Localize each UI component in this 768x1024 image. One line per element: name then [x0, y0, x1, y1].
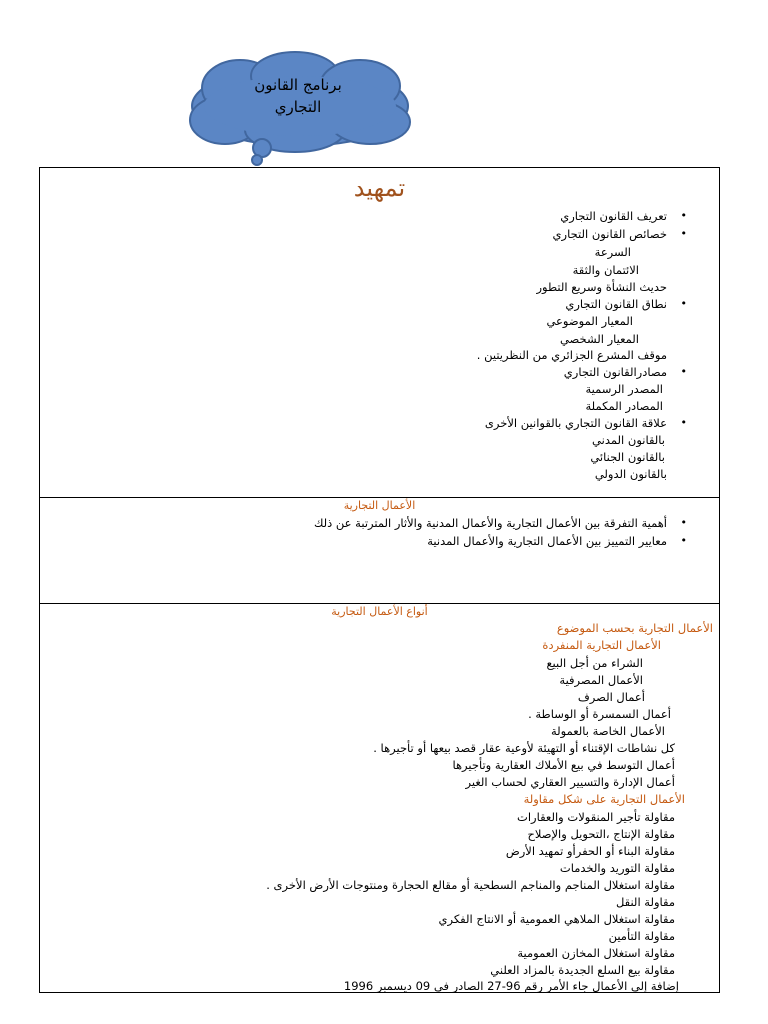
list-item: مقاولة استغلال المخازن العمومية	[517, 946, 675, 960]
section-commercial-acts	[39, 497, 720, 604]
bullet-item: أهمية التفرقة بين الأعمال التجارية والأعمال المدنية والأثار المترتبة عن ذلك •	[314, 515, 667, 531]
bullet-item: علاقة القانون التجاري بالقوانين الأخرى •	[485, 415, 667, 431]
list-item: مقاولة استغلال الملاهي العمومية أو الانتاج الفكري	[438, 912, 675, 926]
sub-item: المصادر المكملة	[585, 399, 663, 413]
list-item: مقاولة تأجير المنقولات والعقارات	[517, 810, 675, 824]
list-item: مقاولة بيع السلع الجديدة بالمزاد العلني	[490, 963, 675, 977]
list-item: أعمال التوسط في بيع الأملاك العقارية وتأجيرها	[452, 758, 675, 772]
sub-item: بالقانون المدني	[592, 433, 665, 447]
bullet-item: معايير التمييز بين الأعمال التجارية والأعمال المدنية •	[427, 533, 667, 549]
sub-item: حديث النشأة وسريع التطور	[536, 280, 667, 294]
sub-item: بالقانون الدولي	[594, 467, 667, 481]
sub-item: السرعة	[594, 245, 631, 259]
sub-heading: الأعمال التجارية بحسب الموضوع	[556, 621, 713, 635]
sub-item: المعيار الشخصي	[559, 332, 639, 346]
bullet-item: مصادرالقانون التجاري •	[564, 364, 667, 380]
bullet-item: تعريف القانون التجاري •	[560, 208, 667, 224]
section-types-of-commercial-acts	[39, 603, 720, 993]
list-item: مقاولة الإنتاج ،التحويل والإصلاح	[527, 827, 675, 841]
list-item: مقاولة النقل	[615, 895, 675, 909]
section-title: أنواع الأعمال التجارية	[331, 605, 428, 618]
list-item: كل نشاطات الإقتناء أو التهيئة لأوعية عقار قصد بيعها أو تأجيرها .	[373, 741, 675, 755]
list-item: أعمال السمسرة أو الوساطة .	[528, 707, 671, 721]
sub-item: بالقانون الجنائي	[590, 450, 665, 464]
list-item: الشراء من أجل البيع	[546, 656, 643, 670]
bullet-item: خصائص القانون التجاري •	[553, 226, 667, 242]
sub-heading: الأعمال التجارية على شكل مقاولة	[523, 792, 685, 806]
list-item: مقاولة استغلال المناجم والمناجم السطحية أو مقالع الحجارة ومنتوجات الأرض الأخرى .	[266, 878, 675, 892]
cloud-title-line2: التجاري	[274, 98, 322, 116]
section-title: الأعمال التجارية	[343, 499, 416, 512]
list-item: الأعمال الخاصة بالعمولة	[550, 724, 665, 738]
sub-item: الائتمان والثقة	[572, 263, 639, 277]
sub-item: موقف المشرع الجزائري من النظريتين .	[476, 348, 667, 362]
section-title: تمهيد	[353, 174, 406, 202]
cloud-title-line1: برنامج القانون	[254, 76, 342, 94]
sub-heading: الأعمال التجارية المنفردة	[542, 638, 661, 652]
list-item: مقاولة البناء أو الحفرأو تمهيد الأرض	[505, 844, 675, 858]
list-item: مقاولة التأمين	[608, 929, 675, 943]
list-item: أعمال الصرف	[577, 690, 645, 704]
sub-item: المصدر الرسمية	[585, 382, 663, 396]
section-introduction	[39, 167, 720, 498]
list-item: إضافة إلى الأعمال جاء الأمر رقم 96-27 الصادر في 09 ديسمبر 1996	[343, 979, 679, 993]
bullet-item: نطاق القانون التجاري •	[565, 296, 667, 312]
list-item: الأعمال المصرفية	[559, 673, 643, 687]
list-item: مقاولة التوريد والخدمات	[559, 861, 675, 875]
list-item: أعمال الإدارة والتسيير العقاري لحساب الغير	[465, 775, 675, 789]
sub-item: المعيار الموضوعي	[546, 314, 633, 328]
cloud-title	[238, 74, 358, 118]
